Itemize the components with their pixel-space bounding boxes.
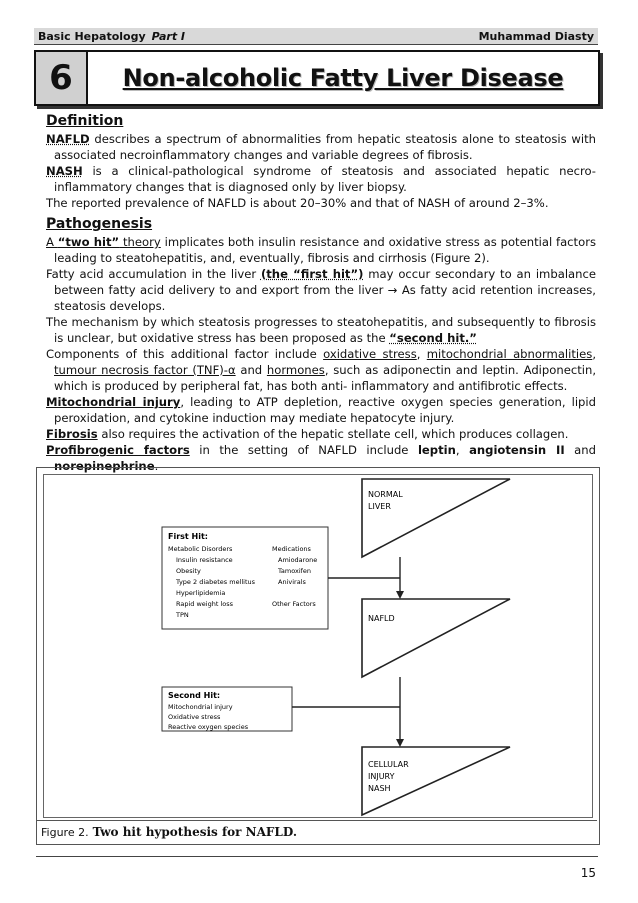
medication-item: Anivirals <box>278 578 306 586</box>
figure-2 <box>36 467 600 845</box>
header-author: Muhammad Diasty <box>478 30 594 43</box>
header-part: Part I <box>151 30 186 43</box>
nafld-paragraph: NAFLD describes a spectrum of abnormalities from hepatic steatosis alone to steatosis with associated necroinflammatory changes and variable degrees of fibrosis. <box>46 132 596 162</box>
first-hit-item: Rapid weight loss <box>176 600 234 608</box>
prevalence-paragraph: The reported prevalence of NAFLD is about 20–30% and that of NASH of around 2–3%. <box>46 196 549 210</box>
second-hit-title: Second Hit: <box>168 691 221 700</box>
first-hit-title: First Hit: <box>168 532 208 541</box>
arrow-1-head <box>396 591 404 599</box>
first-hit-paragraph: Fatty acid accumulation in the liver (the “first hit”) may occur secondary to an imbalance between fatty acid delivery to and export from the liver → As fatty acid retention increases, steatosis develops. <box>46 267 597 313</box>
stage-label: NAFLD <box>368 614 395 623</box>
running-header <box>34 28 598 45</box>
stage-label: NASH <box>368 784 391 793</box>
first-hit-item: Obesity <box>176 567 201 575</box>
figure-caption <box>37 820 597 842</box>
definition-heading: Definition <box>46 113 124 129</box>
arrow-2-head <box>396 739 404 747</box>
stage-label: LIVER <box>368 502 391 511</box>
pathogenesis-heading: Pathogenesis <box>46 216 153 232</box>
header-book: Basic Hepatology Part I <box>38 30 186 43</box>
first-hit-item: Hyperlipidemia <box>176 589 226 597</box>
two-hit-paragraph: A “two hit” theory implicates both insulin resistance and oxidative stress as potential factors leading to steatohepatitis, and, eventually, fibrosis and cirrhosis (Figure 2). <box>46 235 596 265</box>
components-paragraph: Components of this additional factor include oxidative stress, mitochondrial abnormalities, tumour necrosis factor (TNF)-α and hormones, such as adiponectin and leptin. Adiponectin, which is produced by peripheral fat, has both anti- inflammatory and antifibrotic effects. <box>46 347 597 393</box>
second-hit-item: Mitochondrial injury <box>168 703 233 711</box>
main-text <box>46 112 596 474</box>
stage-label: INJURY <box>368 772 395 781</box>
mitochondrial-paragraph: Mitochondrial injury, leading to ATP depletion, reactive oxygen species generation, lipid peroxidation, and cytokine induction may mediate hepatocyte injury. <box>46 395 597 425</box>
medication-item: Amiodarone <box>278 556 318 564</box>
profibrogenic-paragraph: Profibrogenic factors in the setting of NAFLD include leptin, angiotensin II and norepinephrine. <box>46 443 596 473</box>
chapter-number: 6 <box>36 52 88 104</box>
second-hit-item: Oxidative stress <box>168 713 221 721</box>
stage-label: NORMAL <box>368 490 403 499</box>
chapter-title: Non-alcoholic Fatty Liver Disease <box>122 64 564 92</box>
figure-diagram <box>43 474 593 818</box>
chapter-title-box <box>34 50 600 106</box>
medication-item: Tamoxifen <box>278 567 312 575</box>
two-hit-diagram <box>44 475 592 817</box>
other-factors: Other Factors <box>272 600 316 608</box>
fibrosis-paragraph: Fibrosis also requires the activation of the hepatic stellate cell, which produces collagen. <box>46 427 569 441</box>
first-hit-item: TPN <box>176 611 189 619</box>
first-hit-item: Type 2 diabetes mellitus <box>176 578 256 586</box>
first-hit-item: Insulin resistance <box>176 556 233 564</box>
footer-rule <box>36 856 598 857</box>
nash-triangle <box>362 747 510 815</box>
nash-paragraph: NASH is a clinical-pathological syndrome of steatosis and associated hepatic necro-inflammatory changes that is diagnosed only by liver biopsy. <box>46 164 596 194</box>
nafld-triangle <box>362 599 510 677</box>
second-hit-item: Reactive oxygen species <box>168 723 249 731</box>
stage-label: CELLULAR <box>368 760 409 769</box>
caption-label: Figure 2. <box>41 826 89 839</box>
caption-text: Two hit hypothesis for NAFLD. <box>92 825 298 839</box>
second-hit-paragraph: The mechanism by which steatosis progresses to steatohepatitis, and subsequently to fibrosis is unclear, but oxidative stress has been proposed as the “second hit.” <box>46 315 596 345</box>
metabolic-disorders-heading: Metabolic Disorders <box>168 545 233 553</box>
page-number: 15 <box>580 866 596 880</box>
medications-heading: Medications <box>272 545 311 553</box>
